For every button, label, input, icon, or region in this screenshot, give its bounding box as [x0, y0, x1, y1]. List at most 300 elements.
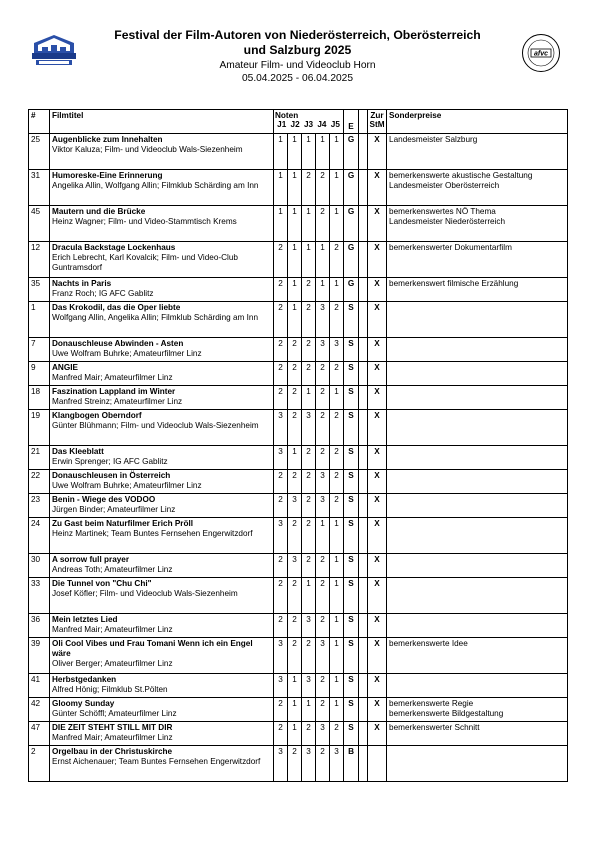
row-title-cell [50, 302, 274, 338]
row-num: 31 [29, 170, 50, 206]
row-spacer [359, 614, 368, 638]
row-spacer [359, 554, 368, 578]
grade-j2: 2 [288, 410, 302, 446]
row-title-cell [50, 578, 274, 614]
grade-j3: 2 [302, 518, 316, 554]
grade-j2: 1 [288, 170, 302, 206]
special-prize: bemerkenswertes NÖ Thema [389, 207, 496, 216]
table-row [29, 698, 568, 722]
grade-j3: 1 [302, 206, 316, 242]
afvc-logo-text: afvc [533, 50, 549, 58]
film-author: Angelika Allin, Wolfgang Allin; Filmklub Schärding am Inn [52, 181, 259, 191]
film-author: Uwe Wolfram Buhrke; Amateurfilmer Linz [52, 349, 202, 359]
row-special-prizes [387, 470, 568, 494]
page-title [80, 28, 515, 58]
row-zur-stm: X [368, 278, 387, 302]
header-num: # [29, 110, 50, 134]
grade-j5: 1 [330, 578, 344, 614]
grade-j3: 2 [302, 446, 316, 470]
row-num: 1 [29, 302, 50, 338]
header-j1: J1 [277, 120, 287, 129]
row-special-prizes [387, 494, 568, 518]
grade-j3: 2 [302, 362, 316, 386]
film-author: Manfred Mair; Amateurfilmer Linz [52, 373, 173, 383]
row-spacer [359, 638, 368, 674]
film-author: Manfred Mair; Amateurfilmer Linz [52, 625, 173, 635]
row-special-prizes [387, 698, 568, 722]
row-e: S [344, 722, 359, 746]
table-row [29, 302, 568, 338]
grade-j5: 2 [330, 362, 344, 386]
row-num: 7 [29, 338, 50, 362]
header-title: Filmtitel [50, 110, 274, 134]
title-line-2: und Salzburg 2025 [243, 43, 352, 57]
table-row [29, 494, 568, 518]
row-zur-stm [368, 746, 387, 782]
film-title: Faszination Lappland im Winter [52, 387, 176, 396]
row-spacer [359, 698, 368, 722]
header-j3: J3 [303, 120, 314, 129]
special-prize: bemerkenswert filmische Erzählung [389, 279, 519, 288]
row-spacer [359, 170, 368, 206]
row-spacer [359, 578, 368, 614]
grade-j5: 3 [330, 338, 344, 362]
row-spacer [359, 470, 368, 494]
grade-j1: 2 [274, 362, 288, 386]
grade-j3: 3 [302, 674, 316, 698]
grade-j3: 2 [302, 302, 316, 338]
row-spacer [359, 242, 368, 278]
grade-j1: 2 [274, 698, 288, 722]
row-zur-stm: X [368, 554, 387, 578]
table-row [29, 746, 568, 782]
film-author: Ernst Aichenauer; Team Buntes Fernsehen Engerwitzdorf [52, 757, 261, 767]
film-author: Erwin Sprenger; IG AFC Gablitz [52, 457, 168, 467]
row-num: 25 [29, 134, 50, 170]
grade-j5: 2 [330, 410, 344, 446]
row-title-cell [50, 446, 274, 470]
row-zur-stm: X [368, 302, 387, 338]
table-row [29, 554, 568, 578]
grade-j1: 2 [274, 470, 288, 494]
row-zur-stm: X [368, 722, 387, 746]
grade-j4: 2 [316, 746, 330, 782]
grade-j2: 3 [288, 494, 302, 518]
grade-j4: 2 [316, 614, 330, 638]
grade-j3: 1 [302, 578, 316, 614]
row-zur-stm: X [368, 206, 387, 242]
row-zur-stm: X [368, 674, 387, 698]
row-zur-stm: X [368, 410, 387, 446]
row-num: 33 [29, 578, 50, 614]
grade-j4: 2 [316, 698, 330, 722]
grade-j1: 2 [274, 494, 288, 518]
grade-j3: 2 [302, 554, 316, 578]
row-num: 30 [29, 554, 50, 578]
grade-j4: 3 [316, 722, 330, 746]
film-title: Orgelbau in der Christuskirche [52, 747, 173, 756]
grade-j2: 2 [288, 362, 302, 386]
row-special-prizes [387, 302, 568, 338]
row-zur-stm: X [368, 494, 387, 518]
grade-j5: 2 [330, 242, 344, 278]
film-title: Mautern und die Brücke [52, 207, 146, 216]
film-title: Augenblicke zum Innehalten [52, 135, 163, 144]
grade-j1: 1 [274, 170, 288, 206]
header-j2: J2 [290, 120, 300, 129]
row-e: S [344, 386, 359, 410]
special-prize: Landesmeister Niederösterreich [389, 217, 506, 227]
row-e: G [344, 206, 359, 242]
grade-j1: 3 [274, 446, 288, 470]
grade-j2: 1 [288, 446, 302, 470]
grade-j5: 2 [330, 446, 344, 470]
grade-j5: 1 [330, 206, 344, 242]
row-special-prizes [387, 134, 568, 170]
row-spacer [359, 206, 368, 242]
special-prize: bemerkenswerte Idee [389, 639, 468, 648]
row-e: S [344, 494, 359, 518]
row-e: S [344, 554, 359, 578]
table-row [29, 578, 568, 614]
special-prize: bemerkenswerte Bildgestaltung [389, 709, 504, 719]
row-num: 47 [29, 722, 50, 746]
row-title-cell [50, 206, 274, 242]
grade-j5: 1 [330, 386, 344, 410]
film-title: DIE ZEIT STEHT STILL MIT DIR [52, 723, 173, 732]
grade-j1: 2 [274, 578, 288, 614]
grade-j5: 1 [330, 170, 344, 206]
grade-j1: 2 [274, 554, 288, 578]
grade-j4: 1 [316, 518, 330, 554]
grade-j4: 1 [316, 278, 330, 302]
grade-j2: 1 [288, 278, 302, 302]
row-zur-stm: X [368, 470, 387, 494]
grade-j1: 2 [274, 302, 288, 338]
row-special-prizes [387, 578, 568, 614]
row-e: S [344, 674, 359, 698]
table-row [29, 362, 568, 386]
grade-j2: 1 [288, 674, 302, 698]
grade-j1: 3 [274, 674, 288, 698]
row-zur-stm: X [368, 386, 387, 410]
grade-j5: 1 [330, 638, 344, 674]
grade-j3: 3 [302, 410, 316, 446]
table-row [29, 170, 568, 206]
row-title-cell [50, 386, 274, 410]
row-e: G [344, 278, 359, 302]
grade-j2: 2 [288, 386, 302, 410]
grade-j4: 2 [316, 446, 330, 470]
table-row [29, 386, 568, 410]
row-e: S [344, 338, 359, 362]
row-title-cell [50, 518, 274, 554]
film-author: Oliver Berger; Amateurfilmer Linz [52, 659, 173, 669]
header-noten-label: Noten [275, 111, 299, 120]
row-spacer [359, 446, 368, 470]
row-num: 41 [29, 674, 50, 698]
grade-j1: 1 [274, 134, 288, 170]
row-num: 24 [29, 518, 50, 554]
grade-j3: 2 [302, 494, 316, 518]
row-spacer [359, 386, 368, 410]
row-special-prizes [387, 722, 568, 746]
grade-j2: 1 [288, 722, 302, 746]
row-e: S [344, 362, 359, 386]
grade-j1: 3 [274, 410, 288, 446]
grade-j2: 1 [288, 242, 302, 278]
grade-j4: 3 [316, 302, 330, 338]
row-e: G [344, 134, 359, 170]
row-e: S [344, 446, 359, 470]
grade-j5: 2 [330, 302, 344, 338]
row-zur-stm: X [368, 170, 387, 206]
header-j5: J5 [330, 120, 340, 129]
table-row [29, 278, 568, 302]
row-special-prizes [387, 554, 568, 578]
special-prize: bemerkenswerter Dokumentarfilm [389, 243, 512, 252]
film-title: Nachts in Paris [52, 279, 112, 288]
row-special-prizes [387, 206, 568, 242]
row-special-prizes [387, 410, 568, 446]
grade-j5: 2 [330, 470, 344, 494]
table-row [29, 614, 568, 638]
grade-j1: 1 [274, 206, 288, 242]
row-title-cell [50, 470, 274, 494]
row-e: S [344, 578, 359, 614]
table-header-row [29, 110, 568, 134]
film-title: Das Krokodil, das die Oper liebte [52, 303, 181, 312]
grade-j4: 3 [316, 638, 330, 674]
row-e: G [344, 242, 359, 278]
grade-j2: 2 [288, 338, 302, 362]
film-author: Heinz Martinek; Team Buntes Fernsehen Engerwitzdorf [52, 529, 253, 539]
table-row [29, 446, 568, 470]
film-author: Josef Köfler; Film- und Videoclub Wals-Siezenheim [52, 589, 238, 599]
row-num: 39 [29, 638, 50, 674]
row-num: 19 [29, 410, 50, 446]
event-dates: 05.04.2025 - 06.04.2025 [241, 73, 354, 84]
row-num: 42 [29, 698, 50, 722]
row-special-prizes [387, 362, 568, 386]
grade-j3: 3 [302, 614, 316, 638]
film-title: A sorrow full prayer [52, 555, 130, 564]
film-title: Humoreske-Eine Erinnerung [52, 171, 163, 180]
grade-j5: 1 [330, 554, 344, 578]
film-title: Gloomy Sunday [52, 699, 115, 708]
row-title-cell [50, 674, 274, 698]
grade-j4: 2 [316, 554, 330, 578]
table-body [29, 134, 568, 782]
row-spacer [359, 134, 368, 170]
grade-j5: 1 [330, 614, 344, 638]
film-author: Manfred Streinz; Amateurfilmer Linz [52, 397, 183, 407]
film-title: Die Tunnel von "Chu Chi" [52, 579, 152, 588]
grade-j3: 2 [302, 470, 316, 494]
grade-j2: 1 [288, 302, 302, 338]
film-author: Manfred Mair; Amateurfilmer Linz [52, 733, 173, 743]
grade-j3: 2 [302, 278, 316, 302]
special-prize: bemerkenswerter Schnitt [389, 723, 480, 732]
row-zur-stm: X [368, 638, 387, 674]
grade-j5: 2 [330, 494, 344, 518]
grade-j3: 1 [302, 386, 316, 410]
row-title-cell [50, 410, 274, 446]
row-special-prizes [387, 386, 568, 410]
row-title-cell [50, 722, 274, 746]
table-row [29, 518, 568, 554]
grade-j1: 2 [274, 338, 288, 362]
row-e: S [344, 470, 359, 494]
grade-j2: 2 [288, 638, 302, 674]
grade-j4: 2 [316, 578, 330, 614]
header-j4: J4 [317, 120, 327, 129]
row-e: B [344, 746, 359, 782]
film-title: Klangbogen Oberndorf [52, 411, 142, 420]
film-title: Oli Cool Vibes und Frau Tomani Wenn ich ein Engel wäre [52, 639, 253, 659]
row-spacer [359, 518, 368, 554]
film-title: Mein letztes Lied [52, 615, 118, 624]
grade-j4: 2 [316, 386, 330, 410]
row-e: S [344, 302, 359, 338]
film-title: Das Kleeblatt [52, 447, 104, 456]
film-title: Herbstgedanken [52, 675, 117, 684]
film-author: Günter Schöffl; Amateurfilmer Linz [52, 709, 177, 719]
row-zur-stm: X [368, 614, 387, 638]
grade-j2: 2 [288, 470, 302, 494]
grade-j1: 3 [274, 638, 288, 674]
grade-j2: 2 [288, 578, 302, 614]
row-e: S [344, 638, 359, 674]
row-num: 35 [29, 278, 50, 302]
film-author: Andreas Toth; Amateurfilmer Linz [52, 565, 173, 575]
row-e: S [344, 518, 359, 554]
row-zur-stm: X [368, 518, 387, 554]
row-title-cell [50, 278, 274, 302]
row-title-cell [50, 638, 274, 674]
header-e: E [344, 110, 359, 134]
film-author: Alfred Hönig; Filmklub St.Pölten [52, 685, 168, 695]
grade-j1: 2 [274, 242, 288, 278]
grade-j1: 3 [274, 746, 288, 782]
grade-j2: 2 [288, 614, 302, 638]
table-row [29, 638, 568, 674]
row-e: S [344, 614, 359, 638]
grade-j4: 1 [316, 134, 330, 170]
row-special-prizes [387, 518, 568, 554]
grade-j4: 2 [316, 170, 330, 206]
row-spacer [359, 722, 368, 746]
row-num: 21 [29, 446, 50, 470]
subtitle: Amateur Film- und Videoclub Horn [219, 60, 376, 71]
row-e: G [344, 170, 359, 206]
film-author: Franz Roch; IG AFC Gablitz [52, 289, 154, 299]
grade-j5: 2 [330, 722, 344, 746]
film-author: Wolfgang Allin, Angelika Allin; Filmklub Schärding am Inn [52, 313, 259, 323]
row-title-cell [50, 554, 274, 578]
grade-j5: 1 [330, 278, 344, 302]
film-author: Uwe Wolfram Buhrke; Amateurfilmer Linz [52, 481, 202, 491]
grade-j3: 2 [302, 338, 316, 362]
table-row [29, 206, 568, 242]
film-author: Erich Lebrecht, Karl Kovalcik; Film- und Video-Club Guntramsdorf [52, 253, 238, 273]
row-zur-stm: X [368, 338, 387, 362]
grade-j4: 2 [316, 206, 330, 242]
grade-j4: 1 [316, 242, 330, 278]
row-spacer [359, 494, 368, 518]
table-row [29, 134, 568, 170]
grade-j2: 2 [288, 746, 302, 782]
film-title: Benin - Wiege des VODOO [52, 495, 156, 504]
film-title: Donauschleusen in Österreich [52, 471, 171, 480]
special-prize: Landesmeister Oberösterreich [389, 181, 500, 191]
row-special-prizes [387, 614, 568, 638]
film-author: Viktor Kaluza; Film- und Videoclub Wals-Siezenheim [52, 145, 243, 155]
grade-j2: 2 [288, 518, 302, 554]
row-e: S [344, 410, 359, 446]
row-zur-stm: X [368, 698, 387, 722]
row-num: 23 [29, 494, 50, 518]
grade-j4: 3 [316, 338, 330, 362]
film-results-table [28, 109, 568, 782]
row-zur-stm: X [368, 134, 387, 170]
row-spacer [359, 410, 368, 446]
header-noten [274, 110, 344, 134]
row-spacer [359, 302, 368, 338]
grade-j4: 2 [316, 410, 330, 446]
grade-j3: 3 [302, 746, 316, 782]
grade-j3: 1 [302, 698, 316, 722]
grade-j1: 2 [274, 614, 288, 638]
row-e: S [344, 698, 359, 722]
row-zur-stm: X [368, 242, 387, 278]
row-spacer [359, 362, 368, 386]
grade-j5: 3 [330, 746, 344, 782]
table-row [29, 338, 568, 362]
grade-j1: 2 [274, 386, 288, 410]
table-row [29, 410, 568, 446]
grade-j3: 2 [302, 722, 316, 746]
row-special-prizes [387, 674, 568, 698]
grade-j4: 3 [316, 470, 330, 494]
header-stm: StM [369, 120, 385, 129]
row-num: 36 [29, 614, 50, 638]
row-num: 18 [29, 386, 50, 410]
film-title: Donauschleuse Abwinden - Asten [52, 339, 184, 348]
grade-j3: 1 [302, 134, 316, 170]
film-title: Dracula Backstage Lockenhaus [52, 243, 176, 252]
grade-j5: 1 [330, 674, 344, 698]
grade-j5: 1 [330, 698, 344, 722]
row-spacer [359, 278, 368, 302]
film-author: Heinz Wagner; Film- und Video-Stammtisch Krems [52, 217, 237, 227]
table-row [29, 674, 568, 698]
festival-logo-icon [30, 33, 78, 67]
row-title-cell [50, 362, 274, 386]
row-special-prizes [387, 638, 568, 674]
grade-j1: 2 [274, 278, 288, 302]
row-num: 12 [29, 242, 50, 278]
row-spacer [359, 338, 368, 362]
row-special-prizes [387, 278, 568, 302]
header-spacer [359, 110, 368, 134]
film-title: ANGIE [52, 363, 78, 372]
grade-j5: 1 [330, 134, 344, 170]
grade-j2: 1 [288, 206, 302, 242]
film-author: Jürgen Binder; Amateurfilmer Linz [52, 505, 176, 515]
film-title: Zu Gast beim Naturfilmer Erich Pröll [52, 519, 194, 528]
row-num: 22 [29, 470, 50, 494]
